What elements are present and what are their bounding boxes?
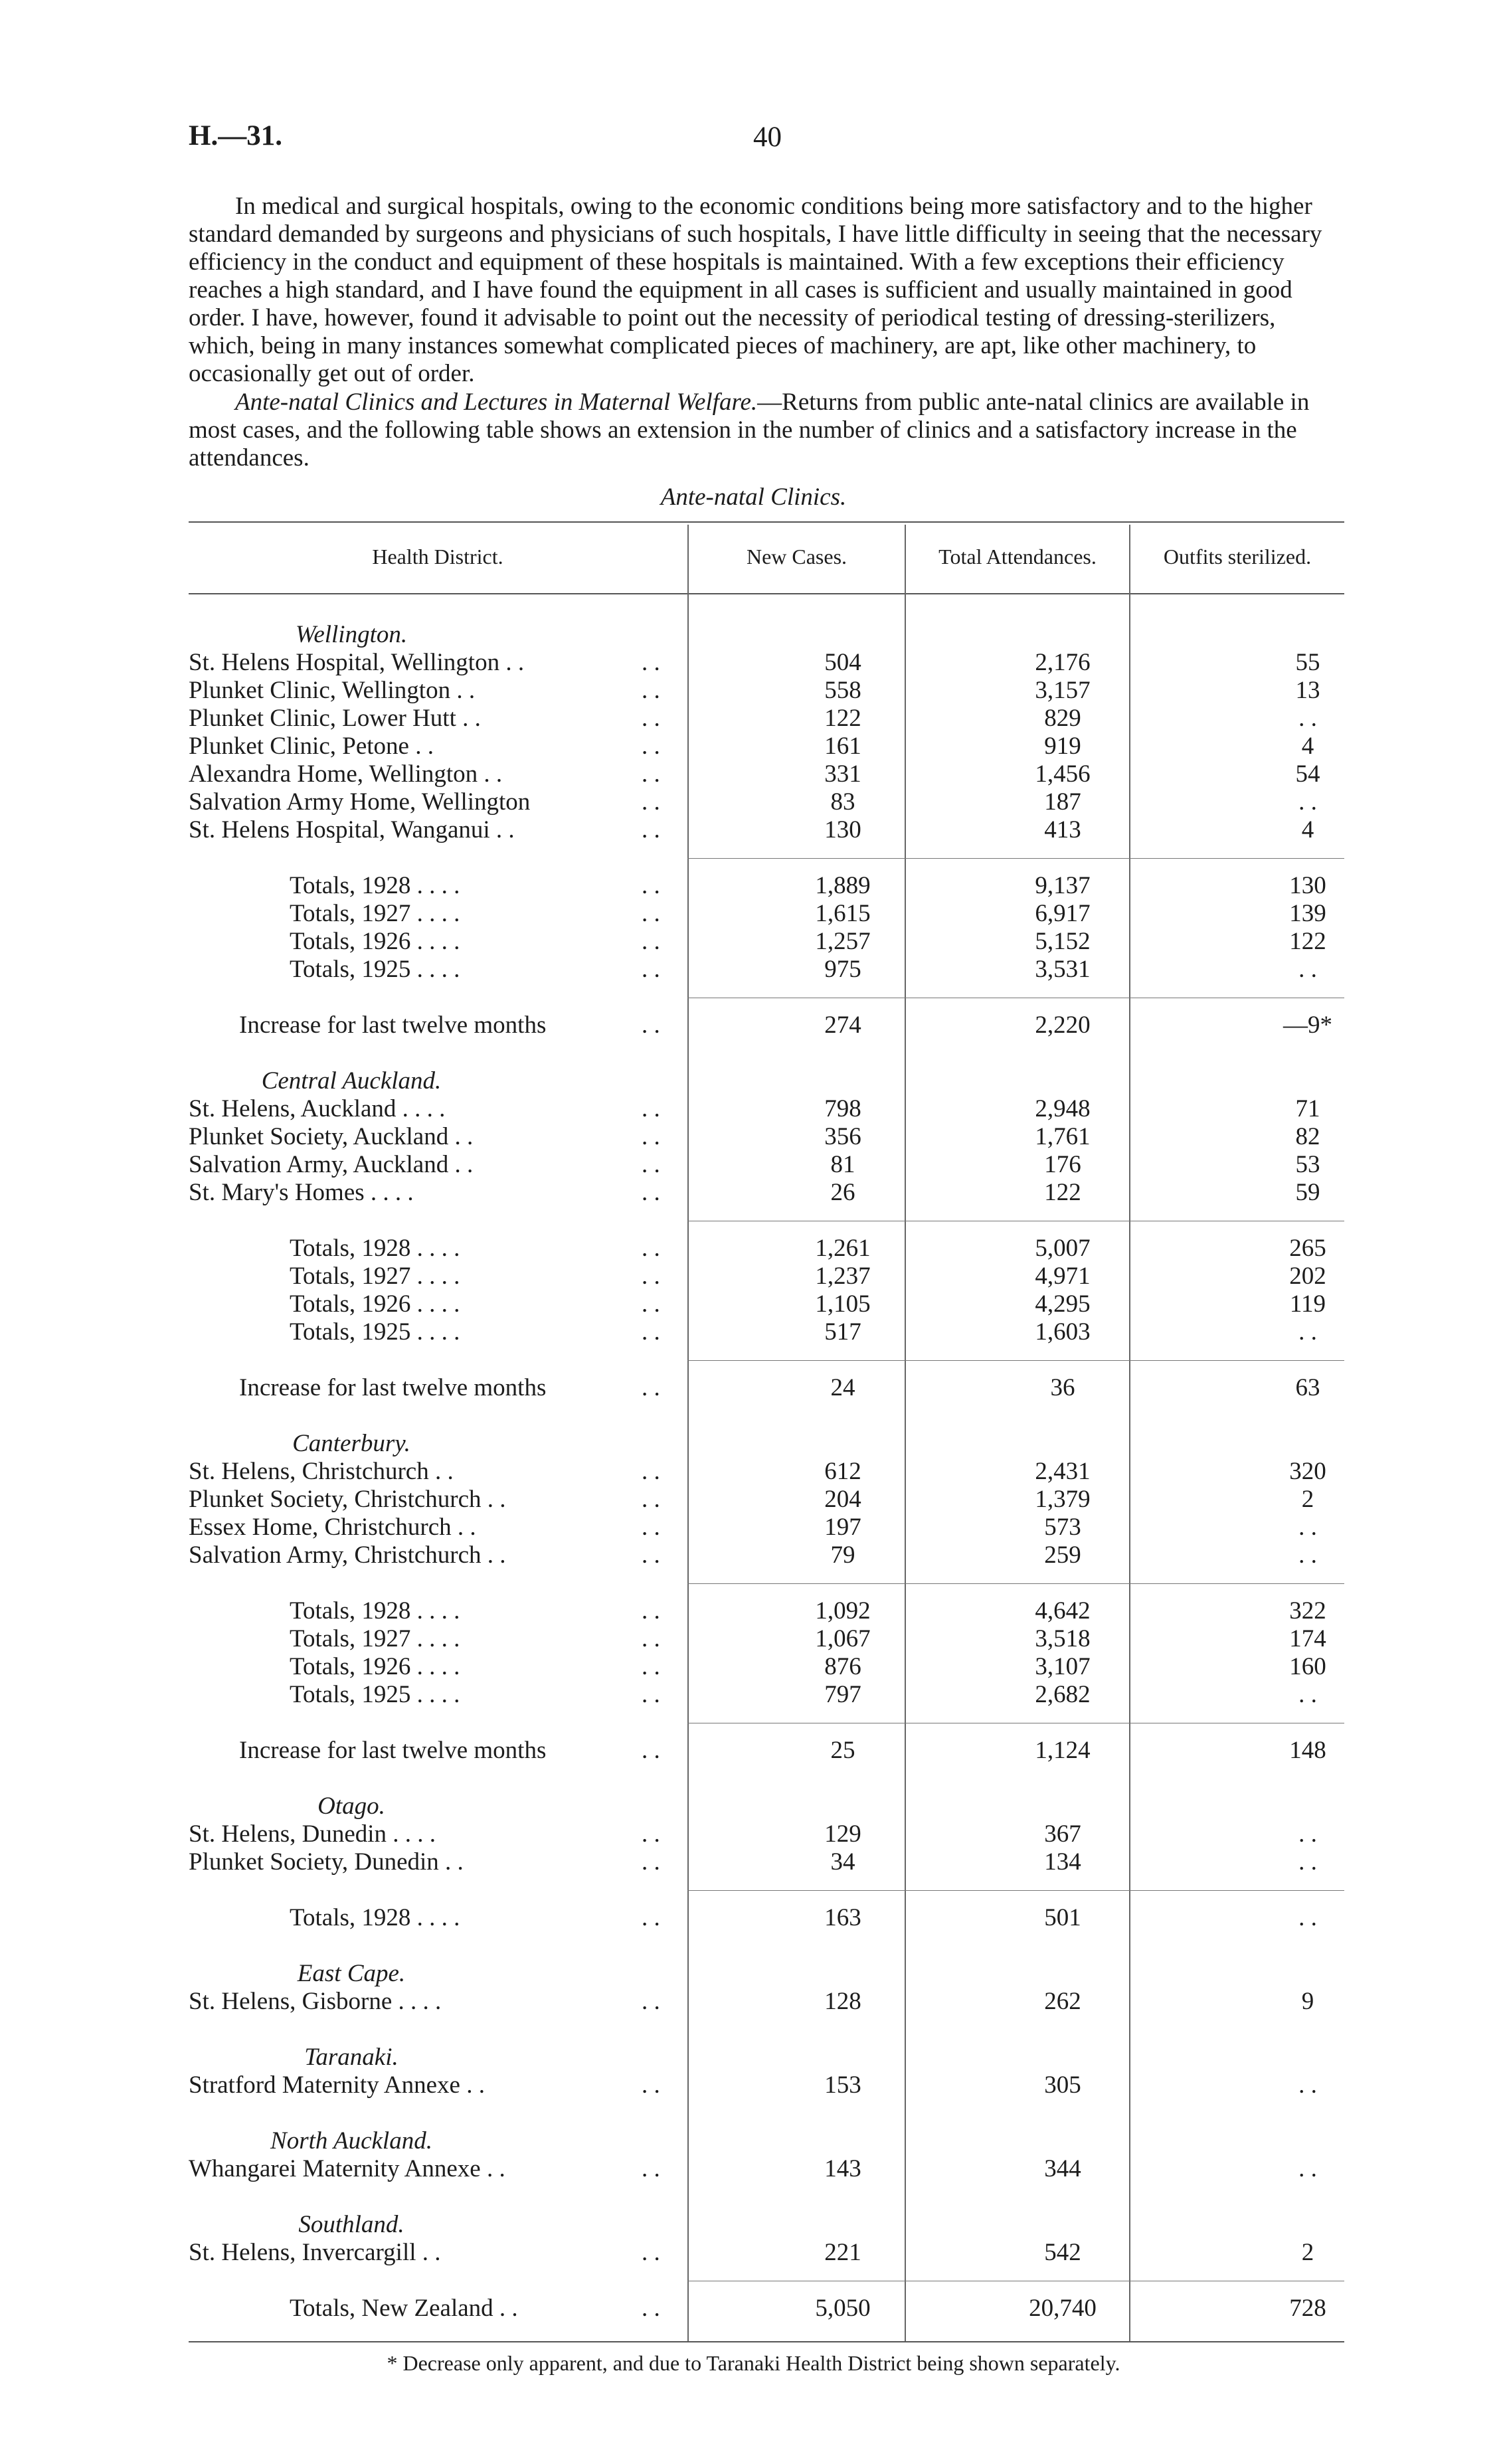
row-label: St. Mary's Homes . . . . (189, 1179, 414, 1206)
attendances-cell: 9,137 (1035, 872, 1091, 899)
outfits-cell: 13 (1295, 677, 1320, 704)
attendances-cell: 501 (1044, 1904, 1081, 1931)
totals-row (189, 900, 1344, 928)
new-cases-cell: 81 (830, 1151, 855, 1178)
outfits-cell: . . (1298, 705, 1317, 732)
leader-dots: . . (642, 1737, 660, 1764)
leader-dots: . . (642, 2295, 660, 2322)
row-label: Totals, 1928 . . . . (290, 872, 460, 899)
table-row (189, 1988, 1344, 2016)
leader-dots: . . (642, 1290, 660, 1318)
table-row (189, 1820, 1344, 1848)
table-row (189, 1541, 1344, 1569)
outfits-cell: 55 (1295, 649, 1320, 676)
attendances-cell: 2,176 (1035, 649, 1091, 676)
outfits-cell: 63 (1295, 1374, 1320, 1401)
attendances-cell: 262 (1044, 1988, 1081, 2015)
row-label: Stratford Maternity Annexe . . (189, 2071, 485, 2099)
attendances-cell: 2,431 (1035, 1458, 1091, 1485)
attendances-cell: 6,917 (1035, 900, 1091, 927)
outfits-cell: 54 (1295, 760, 1320, 788)
outfits-cell: 174 (1289, 1625, 1326, 1652)
row-label: Totals, 1925 . . . . (290, 1318, 460, 1346)
row-label: St. Helens Hospital, Wellington . . (189, 649, 525, 676)
section-rule (687, 1890, 1344, 1891)
new-cases-cell: 34 (830, 1848, 855, 1876)
table-row (189, 1179, 1344, 1207)
grand-total-row (189, 2295, 1344, 2323)
table-row (189, 816, 1344, 844)
leader-dots: . . (642, 1123, 660, 1150)
row-label: Totals, 1926 . . . . (290, 1290, 460, 1318)
district-heading (189, 1960, 1344, 1988)
table-row (189, 1123, 1344, 1151)
new-cases-cell: 517 (824, 1318, 861, 1346)
outfits-cell: . . (1298, 2155, 1317, 2182)
row-label: Totals, 1927 . . . . (290, 1263, 460, 1290)
report-reference: H.—31. (189, 120, 282, 151)
new-cases-cell: 25 (830, 1737, 855, 1764)
attendances-cell: 829 (1044, 705, 1081, 732)
leader-dots: . . (642, 1095, 660, 1122)
table-row (189, 1486, 1344, 1514)
outfits-cell: 2 (1301, 2239, 1314, 2266)
leader-dots: . . (642, 788, 660, 816)
attendances-cell: 305 (1044, 2071, 1081, 2099)
leader-dots: . . (642, 733, 660, 760)
new-cases-cell: 612 (824, 1458, 861, 1485)
row-label: Totals, 1928 . . . . (290, 1235, 460, 1262)
attendances-cell: 1,379 (1035, 1486, 1091, 1513)
page-number: 40 (753, 122, 782, 153)
totals-row (189, 872, 1344, 900)
leader-dots: . . (642, 1597, 660, 1625)
new-cases-cell: 274 (824, 1012, 861, 1039)
outfits-cell: . . (1298, 1681, 1317, 1708)
table-row (189, 733, 1344, 760)
leader-dots: . . (642, 1820, 660, 1848)
row-label: Wellington. (295, 621, 408, 648)
outfits-cell: . . (1298, 1904, 1317, 1931)
attendances-cell: 542 (1044, 2239, 1081, 2266)
row-label: Increase for last twelve months (239, 1737, 547, 1764)
row-label: Totals, 1927 . . . . (290, 900, 460, 927)
column-header-outfits: Outfits sterilized. (1163, 545, 1312, 569)
outfits-cell: . . (1298, 1541, 1317, 1569)
attendances-cell: 1,124 (1035, 1737, 1091, 1764)
attendances-cell: 1,603 (1035, 1318, 1091, 1346)
outfits-cell: . . (1298, 1820, 1317, 1848)
row-label: St. Helens, Christchurch . . (189, 1458, 454, 1485)
row-label: Increase for last twelve months (239, 1012, 547, 1039)
leader-dots: . . (642, 705, 660, 732)
new-cases-cell: 1,261 (815, 1235, 871, 1262)
paragraph-ante-natal-text: —Returns from public ante-natal clinics are available in most cases, and the following table shows an extension in the number of clinics and a satisfactory increase in the attendances. (189, 389, 1310, 472)
leader-dots: . . (642, 1012, 660, 1039)
new-cases-cell: 1,889 (815, 872, 871, 899)
table-title: Ante-natal Clinics. (660, 484, 847, 511)
paragraph-hospitals (189, 193, 1344, 388)
row-label: Plunket Clinic, Petone . . (189, 733, 434, 760)
attendances-cell: 3,107 (1035, 1653, 1091, 1680)
attendances-cell: 4,971 (1035, 1263, 1091, 1290)
table-row (189, 1095, 1344, 1123)
table-row (189, 705, 1344, 733)
table-row (189, 2071, 1344, 2099)
leader-dots: . . (642, 1541, 660, 1569)
outfits-cell: 119 (1289, 1290, 1326, 1318)
row-label: St. Helens, Auckland . . . . (189, 1095, 446, 1122)
leader-dots: . . (642, 1514, 660, 1541)
row-label: Totals, 1927 . . . . (290, 1625, 460, 1652)
table-row (189, 649, 1344, 677)
row-label: Canterbury. (292, 1430, 410, 1457)
totals-row (189, 1597, 1344, 1625)
row-label: Salvation Army, Auckland . . (189, 1151, 474, 1178)
row-label: Taranaki. (304, 2044, 399, 2071)
column-header-attendances: Total Attendances. (938, 545, 1097, 569)
row-label: St. Helens, Invercargill . . (189, 2239, 441, 2266)
outfits-cell: 148 (1289, 1737, 1326, 1764)
row-label: St. Helens Hospital, Wanganui . . (189, 816, 515, 843)
row-label: Totals, 1926 . . . . (290, 1653, 460, 1680)
row-label: Central Auckland. (261, 1067, 442, 1095)
row-label: Totals, 1925 . . . . (290, 1681, 460, 1708)
paragraph-hospitals-text: In medical and surgical hospitals, owing to the economic conditions being more satisfactory and to the higher standard demanded by surgeons and physicians of such hospitals, I have little difficulty in seeing that the necessary efficiency in the conduct and equipment of these hospitals is maintained. With a few exceptions their efficiency reaches a high standard, and I have found the equipment in all cases is sufficient and usually maintained in good order. I have, however, found it advisable to point out the necessity of periodical testing of dressing-sterilizers, which, being in many instances somewhat complicated pieces of machinery, are apt, like other machinery, to occasionally get out of order. (189, 193, 1322, 387)
new-cases-cell: 122 (824, 705, 861, 732)
attendances-cell: 3,157 (1035, 677, 1091, 704)
new-cases-cell: 1,105 (815, 1290, 871, 1318)
table-row (189, 677, 1344, 705)
attendances-cell: 4,295 (1035, 1290, 1091, 1318)
attendances-cell: 2,220 (1035, 1012, 1091, 1039)
attendances-cell: 3,531 (1035, 956, 1091, 983)
increase-row (189, 1374, 1344, 1402)
leader-dots: . . (642, 1318, 660, 1346)
new-cases-cell: 130 (824, 816, 861, 843)
new-cases-cell: 558 (824, 677, 861, 704)
row-label: Alexandra Home, Wellington . . (189, 760, 503, 788)
attendances-cell: 259 (1044, 1541, 1081, 1569)
district-heading (189, 2044, 1344, 2071)
new-cases-cell: 197 (824, 1514, 861, 1541)
increase-row (189, 1012, 1344, 1039)
outfits-cell: 4 (1301, 733, 1314, 760)
row-label: East Cape. (297, 1960, 406, 1987)
leader-dots: . . (642, 2239, 660, 2266)
attendances-cell: 573 (1044, 1514, 1081, 1541)
attendances-cell: 1,456 (1035, 760, 1091, 788)
new-cases-cell: 504 (824, 649, 861, 676)
outfits-cell: 53 (1295, 1151, 1320, 1178)
attendances-cell: 134 (1044, 1848, 1081, 1876)
new-cases-cell: 161 (824, 733, 861, 760)
outfits-cell: 728 (1289, 2295, 1326, 2322)
row-label: Totals, 1925 . . . . (290, 956, 460, 983)
section-rule (687, 858, 1344, 859)
leader-dots: . . (642, 1179, 660, 1206)
leader-dots: . . (642, 816, 660, 843)
district-heading (189, 621, 1344, 649)
attendances-cell: 176 (1044, 1151, 1081, 1178)
outfits-cell: 82 (1295, 1123, 1320, 1150)
totals-row (189, 928, 1344, 956)
row-label: Salvation Army Home, Wellington (189, 788, 531, 816)
row-label: Plunket Society, Auckland . . (189, 1123, 474, 1150)
new-cases-cell: 221 (824, 2239, 861, 2266)
leader-dots: . . (642, 928, 660, 955)
table-row (189, 2239, 1344, 2267)
column-header-new-cases: New Cases. (746, 545, 847, 569)
increase-row (189, 1737, 1344, 1765)
outfits-cell: 2 (1301, 1486, 1314, 1513)
leader-dots: . . (642, 2155, 660, 2182)
outfits-cell: 71 (1295, 1095, 1320, 1122)
leader-dots: . . (642, 1988, 660, 2015)
row-label: Essex Home, Christchurch . . (189, 1514, 476, 1541)
outfits-cell: 160 (1289, 1653, 1326, 1680)
new-cases-cell: 1,237 (815, 1263, 871, 1290)
attendances-cell: 5,152 (1035, 928, 1091, 955)
new-cases-cell: 128 (824, 1988, 861, 2015)
leader-dots: . . (642, 760, 660, 788)
district-heading (189, 2127, 1344, 2155)
row-label: Plunket Clinic, Lower Hutt . . (189, 705, 481, 732)
new-cases-cell: 24 (830, 1374, 855, 1401)
leader-dots: . . (642, 1904, 660, 1931)
attendances-cell: 413 (1044, 816, 1081, 843)
outfits-cell: . . (1298, 1514, 1317, 1541)
totals-row (189, 1904, 1344, 1932)
new-cases-cell: 153 (824, 2071, 861, 2099)
row-label: St. Helens, Dunedin . . . . (189, 1820, 436, 1848)
leader-dots: . . (642, 649, 660, 676)
totals-row (189, 956, 1344, 984)
row-label: Plunket Society, Christchurch . . (189, 1486, 506, 1513)
outfits-cell: . . (1298, 956, 1317, 983)
leader-dots: . . (642, 2071, 660, 2099)
attendances-cell: 2,682 (1035, 1681, 1091, 1708)
attendances-cell: 919 (1044, 733, 1081, 760)
new-cases-cell: 975 (824, 956, 861, 983)
new-cases-cell: 356 (824, 1123, 861, 1150)
new-cases-cell: 1,257 (815, 928, 871, 955)
table-bottom-rule (189, 2341, 1344, 2342)
outfits-cell: 122 (1289, 928, 1326, 955)
attendances-cell: 20,740 (1029, 2295, 1097, 2322)
row-label: Salvation Army, Christchurch . . (189, 1541, 506, 1569)
leader-dots: . . (642, 956, 660, 983)
totals-row (189, 1263, 1344, 1290)
footnote: * Decrease only apparent, and due to Taranaki Health District being shown separately. (387, 2351, 1120, 2375)
row-label: Whangarei Maternity Annexe . . (189, 2155, 505, 2182)
new-cases-cell: 331 (824, 760, 861, 788)
district-heading (189, 2211, 1344, 2239)
attendances-cell: 344 (1044, 2155, 1081, 2182)
new-cases-cell: 1,092 (815, 1597, 871, 1625)
leader-dots: . . (642, 677, 660, 704)
table-row (189, 1151, 1344, 1179)
leader-dots: . . (642, 1374, 660, 1401)
leader-dots: . . (642, 1235, 660, 1262)
leader-dots: . . (642, 1625, 660, 1652)
new-cases-cell: 129 (824, 1820, 861, 1848)
row-label: Totals, 1926 . . . . (290, 928, 460, 955)
leader-dots: . . (642, 872, 660, 899)
attendances-cell: 367 (1044, 1820, 1081, 1848)
row-label: Increase for last twelve months (239, 1374, 547, 1401)
outfits-cell: . . (1298, 2071, 1317, 2099)
row-label: North Auckland. (270, 2127, 432, 2155)
row-label: St. Helens, Gisborne . . . . (189, 1988, 442, 2015)
totals-row (189, 1653, 1344, 1681)
leader-dots: . . (642, 1486, 660, 1513)
new-cases-cell: 876 (824, 1653, 861, 1680)
attendances-cell: 5,007 (1035, 1235, 1091, 1262)
attendances-cell: 36 (1050, 1374, 1075, 1401)
outfits-cell: 130 (1289, 872, 1326, 899)
table-row (189, 1458, 1344, 1486)
row-label: Plunket Society, Dunedin . . (189, 1848, 464, 1876)
new-cases-cell: 163 (824, 1904, 861, 1931)
table-row (189, 1514, 1344, 1541)
outfits-cell: . . (1298, 1318, 1317, 1346)
attendances-cell: 2,948 (1035, 1095, 1091, 1122)
outfits-cell: 4 (1301, 816, 1314, 843)
new-cases-cell: 83 (830, 788, 855, 816)
outfits-cell: —9* (1283, 1012, 1332, 1039)
row-label: Totals, New Zealand . . (290, 2295, 518, 2322)
attendances-cell: 3,518 (1035, 1625, 1091, 1652)
outfits-cell: 202 (1289, 1263, 1326, 1290)
leader-dots: . . (642, 1848, 660, 1876)
district-heading (189, 1793, 1344, 1820)
new-cases-cell: 1,615 (815, 900, 871, 927)
row-label: Totals, 1928 . . . . (290, 1597, 460, 1625)
row-label: Southland. (298, 2211, 404, 2238)
outfits-cell: . . (1298, 1848, 1317, 1876)
section-rule (687, 1360, 1344, 1361)
new-cases-cell: 798 (824, 1095, 861, 1122)
table-row (189, 1848, 1344, 1876)
paragraph-ante-natal (189, 389, 1344, 472)
new-cases-cell: 204 (824, 1486, 861, 1513)
totals-row (189, 1681, 1344, 1709)
totals-row (189, 1625, 1344, 1653)
leader-dots: . . (642, 1458, 660, 1485)
attendances-cell: 4,642 (1035, 1597, 1091, 1625)
leader-dots: . . (642, 1263, 660, 1290)
attendances-cell: 187 (1044, 788, 1081, 816)
district-heading (189, 1430, 1344, 1458)
attendances-cell: 1,761 (1035, 1123, 1091, 1150)
outfits-cell: 322 (1289, 1597, 1326, 1625)
totals-row (189, 1235, 1344, 1263)
row-label: Totals, 1928 . . . . (290, 1904, 460, 1931)
section-rule (687, 1583, 1344, 1584)
district-heading (189, 1067, 1344, 1095)
column-header-district: Health District. (372, 545, 503, 569)
row-label: Otago. (317, 1793, 385, 1820)
outfits-cell: . . (1298, 788, 1317, 816)
leader-dots: . . (642, 1681, 660, 1708)
new-cases-cell: 26 (830, 1179, 855, 1206)
new-cases-cell: 1,067 (815, 1625, 871, 1652)
table-row (189, 788, 1344, 816)
row-label: Plunket Clinic, Wellington . . (189, 677, 476, 704)
new-cases-cell: 79 (830, 1541, 855, 1569)
outfits-cell: 9 (1301, 1988, 1314, 2015)
new-cases-cell: 797 (824, 1681, 861, 1708)
new-cases-cell: 143 (824, 2155, 861, 2182)
leader-dots: . . (642, 900, 660, 927)
paragraph-ante-natal-heading: Ante-natal Clinics and Lectures in Maternal Welfare. (235, 389, 758, 416)
outfits-cell: 320 (1289, 1458, 1326, 1485)
outfits-cell: 265 (1289, 1235, 1326, 1262)
table-top-rule (189, 521, 1344, 523)
table-row (189, 2155, 1344, 2183)
outfits-cell: 59 (1295, 1179, 1320, 1206)
leader-dots: . . (642, 1151, 660, 1178)
table-head-rule (189, 593, 1344, 594)
outfits-cell: 139 (1289, 900, 1326, 927)
new-cases-cell: 5,050 (815, 2295, 871, 2322)
totals-row (189, 1290, 1344, 1318)
totals-row (189, 1318, 1344, 1346)
table-row (189, 760, 1344, 788)
leader-dots: . . (642, 1653, 660, 1680)
attendances-cell: 122 (1044, 1179, 1081, 1206)
